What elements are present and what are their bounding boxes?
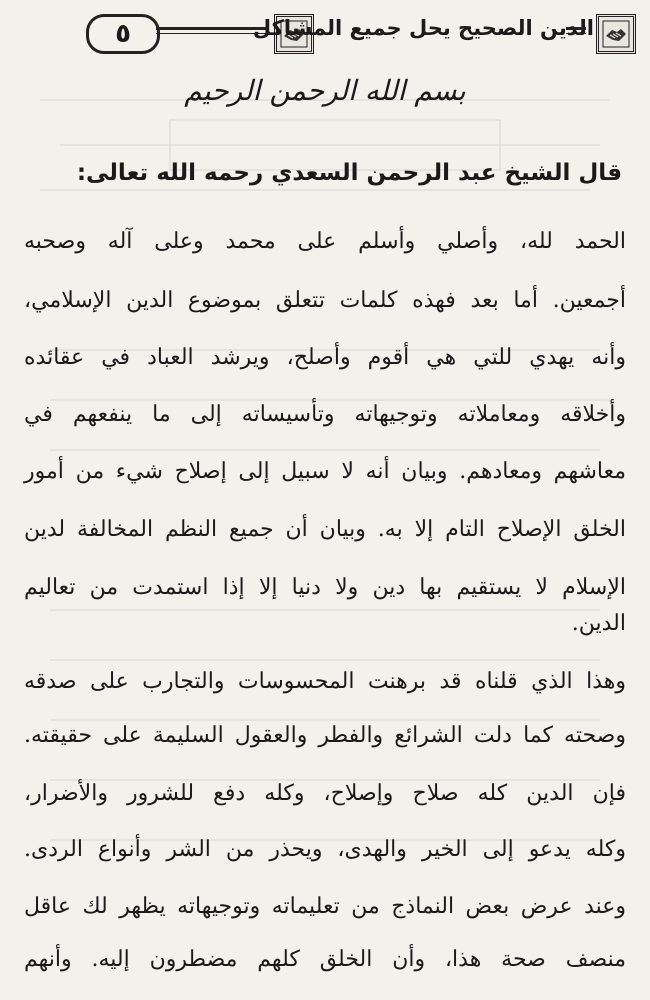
text-line: وأنه يهدي للتي هي أقوم وأصلح، ويرشد العباد في عقائده [24,345,626,370]
text-line: وعند عرض بعض النماذج من تعليماته وتوجيهاته يظهر لك عاقل [24,894,626,919]
text-line: وكله يدعو إلى الخير والهدى، ويحذر من الشر وأنواع الردى. [24,837,626,862]
section-heading: قال الشيخ عبد الرحمن السعدي رحمه الله تعالى: [76,160,622,186]
text-line: الخلق الإصلاح التام إلا به. وبيان أن جميع النظم المخالفة لدين [24,517,626,542]
text-line: الحمد لله، وأصلي وأسلم على محمد وعلى آله وصحبه [24,229,626,254]
text-line: الإسلام لا يستقيم بها دين ولا دنيا إلا إذا استمدت من تعاليم [24,575,626,600]
page-number: ٥ [115,19,131,49]
header-rule-right [566,27,586,34]
header-title: الدين الصحيح يحل جميع المشاكل [252,16,594,40]
text-line: وأخلاقه ومعاملاته وتوجيهاته وتأسيساته إلى ما ينفعهم في [24,402,626,427]
text-line: الدين. [571,611,626,636]
handshake-icon [596,14,636,54]
text-line: أجمعين. أما بعد فهذه كلمات تتعلق بموضوع الدين الإسلامي، [24,288,626,313]
basmala: بسم الله الرحمن الرحيم [184,74,466,107]
text-line: منصف صحة هذا، وأن الخلق كلهم مضطرون إليه. وأنهم [24,947,626,972]
text-line: وصحته كما دلت الشرائع والفطر والعقول السليمة على حقيقته. [24,723,626,748]
text-line: معاشهم ومعادهم. وبيان أنه لا سبيل إلى إصلاح شيء من أمور [24,459,626,484]
header-rule-left [156,27,268,34]
text-line: وهذا الذي قلناه قد برهنت المحسوسات والتجارب على صدقه [24,669,626,694]
text-line: فإن الدين كله صلاح وإصلاح، وكله دفع للشرور والأضرار، [24,781,626,806]
page-number-badge [86,14,160,54]
running-header [6,10,642,54]
